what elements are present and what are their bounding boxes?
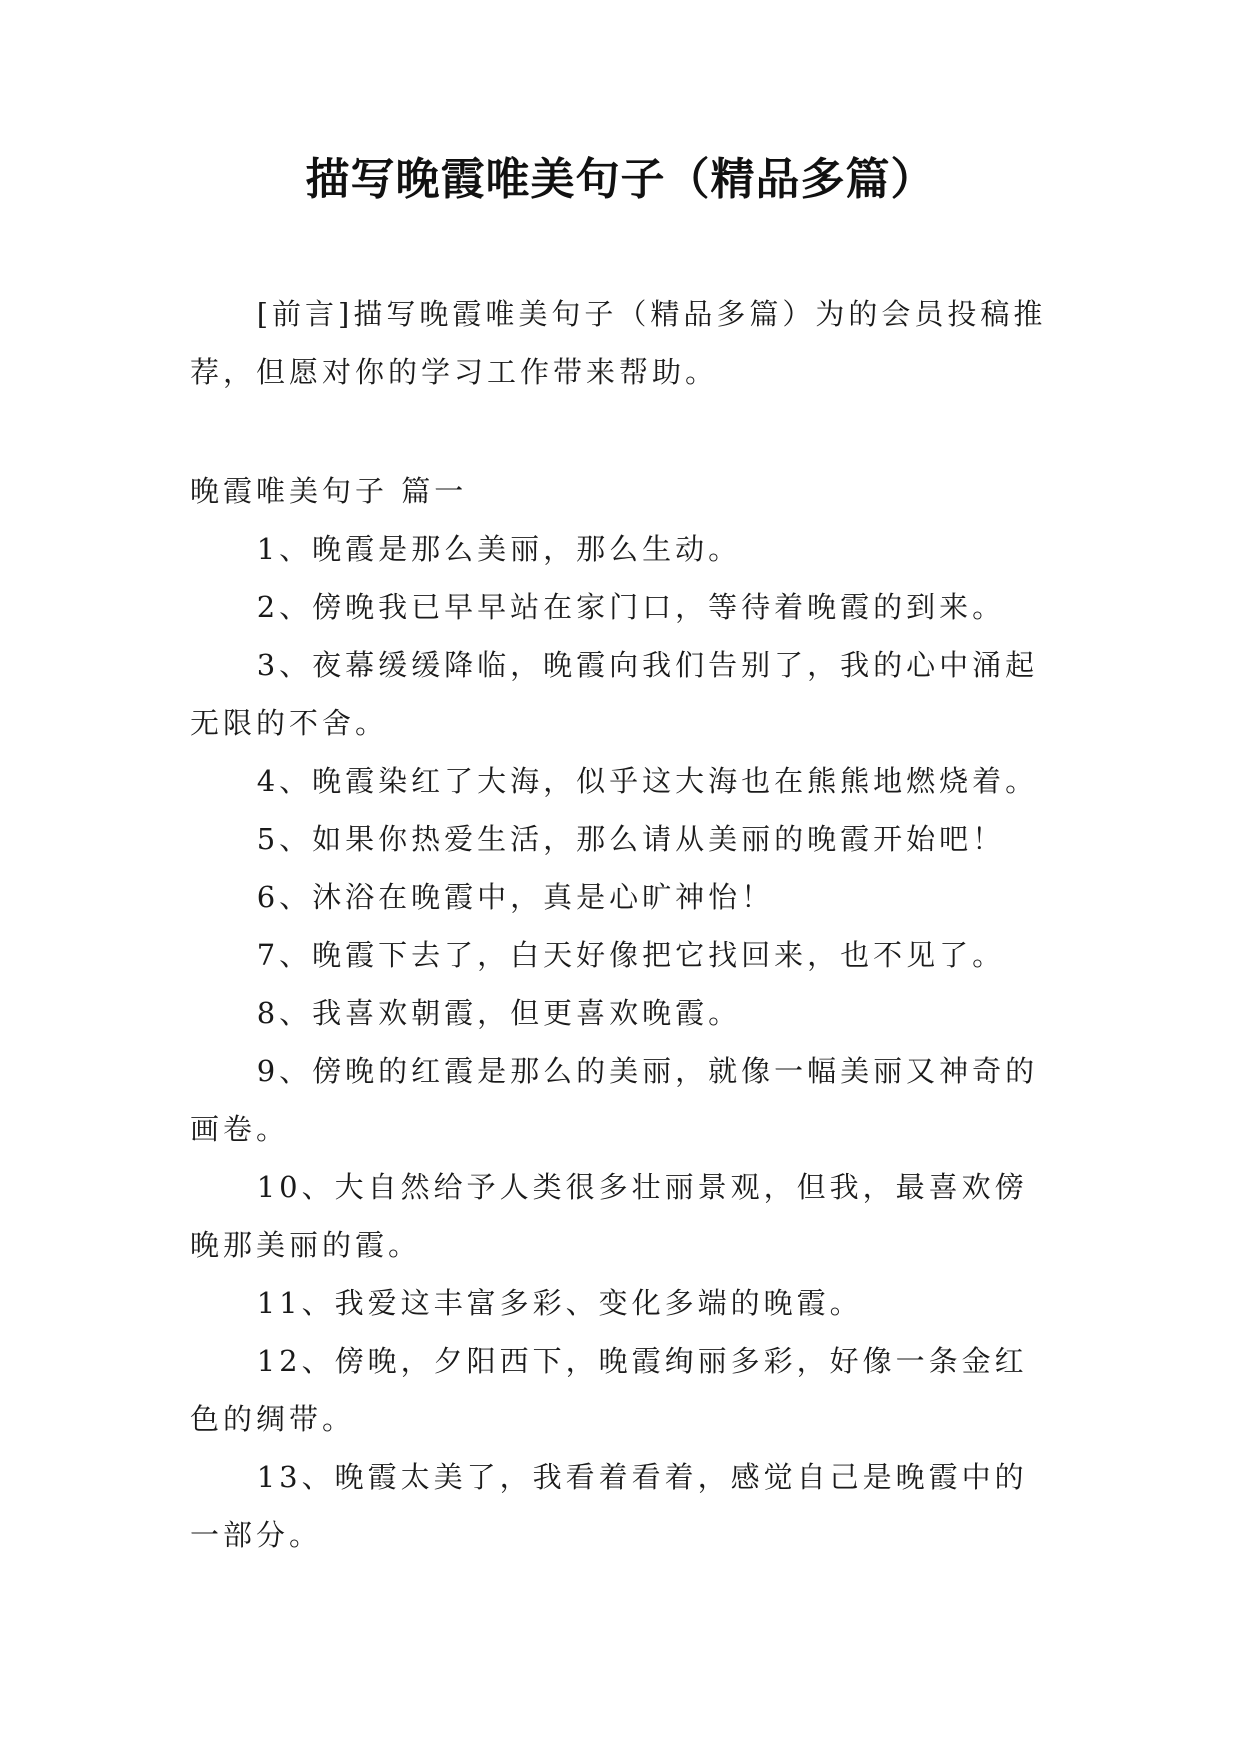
list-item: 12、傍晚，夕阳西下，晚霞绚丽多彩，好像一条金红色的绸带。: [190, 1344, 1028, 1436]
document-title: 描写晚霞唯美句子（精品多篇）: [305, 154, 936, 205]
list-item: 13、晚霞太美了，我看着看着，感觉自己是晚霞中的一部分。: [190, 1460, 1028, 1552]
list-item: 8、我喜欢朝霞，但更喜欢晚霞。: [256, 996, 742, 1030]
list-item: 2、傍晚我已早早站在家门口，等待着晚霞的到来。: [256, 590, 1006, 624]
list-item: 3、夜幕缓缓降临，晚霞向我们告别了，我的心中涌起无限的不舍。: [190, 648, 1039, 740]
list-item: 5、如果你热爱生活，那么请从美丽的晚霞开始吧！: [256, 822, 1006, 856]
list-item: 11、我爱这丰富多彩、变化多端的晚霞。: [256, 1286, 863, 1320]
list-item: 7、晚霞下去了，白天好像把它找回来，也不见了。: [256, 938, 1006, 972]
section-heading: 晚霞唯美句子 篇一: [190, 474, 468, 508]
list-item: 9、傍晚的红霞是那么的美丽，就像一幅美丽又神奇的画卷。: [190, 1054, 1039, 1146]
content-block: [190, 462, 1060, 1564]
intro-block: [190, 285, 1060, 401]
list-item: 1、晚霞是那么美丽，那么生动。: [256, 532, 742, 566]
intro-paragraph: [前言]描写晚霞唯美句子（精品多篇）为的会员投稿推荐，但愿对你的学习工作带来帮助。: [190, 297, 1047, 389]
list-item: 10、大自然给予人类很多壮丽景观，但我，最喜欢傍晚那美丽的霞。: [190, 1170, 1028, 1262]
list-item: 6、沐浴在晚霞中，真是心旷神怡！: [256, 880, 775, 914]
list-item: 4、晚霞染红了大海，似乎这大海也在熊熊地燃烧着。: [256, 764, 1039, 798]
